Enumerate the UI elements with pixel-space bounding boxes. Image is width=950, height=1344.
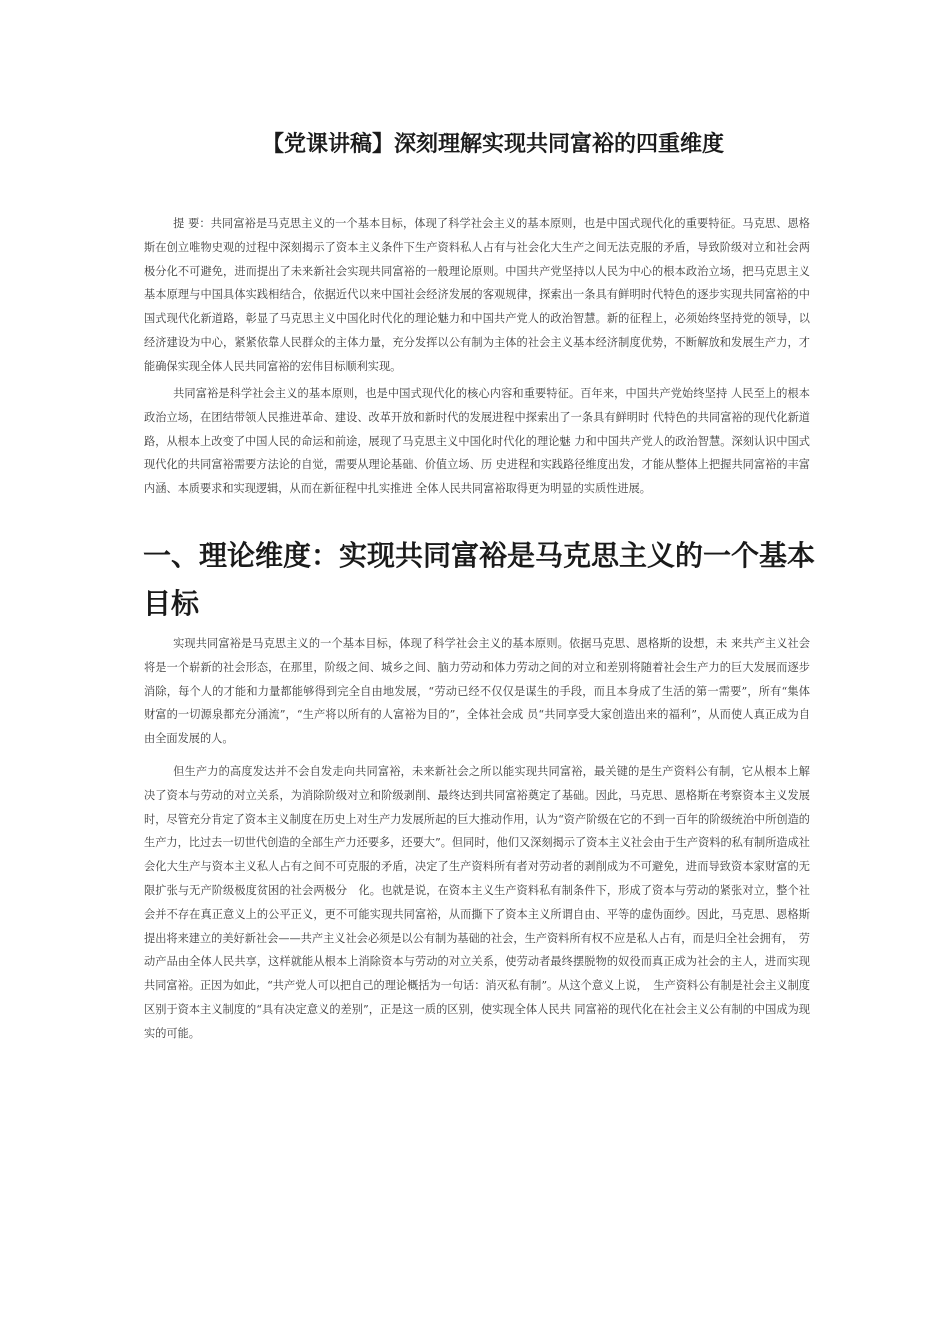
section-paragraph-1: 实现共同富裕是马克思主义的一个基本目标，体现了科学社会主义的基本原则。依据马克思、恩格斯的设想，未 来共产主义社会将是一个崭新的社会形态，在那里，阶级之间、城乡之间、脑力劳动和体力劳动之间的对立和差别将随着社会生产力的巨大发展而逐步消除，每个人的才能和力量都能够得到完全自由地发展，“劳动已经不仅仅是谋生的手段，而且本身成了生活的第一需要”，所有“集体财富的一切源泉都充分涌流”，“生产将以所有的人富裕为目的”，全体社会成 员“共同享受大家创造出来的福利”，从而使人真正成为自由全面发展的人。 — [144, 637, 810, 746]
intro-paragraph: 共同富裕是科学社会主义的基本原则，也是中国式现代化的核心内容和重要特征。百年来，中国共产党始终坚持 人民至上的根本政治立场，在团结带领人民推进革命、建设、改革开放和新时代的发展进程中探索出了一条具有鲜明时 代特色的共同富裕的现代化新道路，从根本上改变了中国人民的命运和前途，展现了马克思主义中国化时代化的理论魅 力和中国共产党人的政治智慧。深刻认识中国式现代化的共同富裕需要方法论的自觉，需要从理论基础、价值立场、历 史进程和实践路径维度出发，才能从整体上把握共同富裕的丰富内涵、本质要求和实现逻辑，从而在新征程中扎实推进 全体人民共同富裕取得更为明显的实质性进展。 — [144, 387, 810, 496]
section-heading: 一、理论维度：实现共同富裕是马克思主义的一个基本目标 — [143, 539, 816, 620]
section-paragraph-2: 但生产力的高度发达并不会自发走向共同富裕，未来新社会之所以能实现共同富裕，最关键的是生产资料公有制，它从根本上解决了资本与劳动的对立关系，为消除阶级对立和阶级剥削、最终达到共同富裕奠定了基础。因此，马克思、恩格斯在考察资本主义发展时，尽管充分肯定了资本主义制度在历史上对生产力发展所起的巨大推动作用，认为“资产阶级在它的不到一百年的阶级统治中所创造的生产力，比过去一切世代创造的全部生产力还要多，还要大”。但同时，他们又深刻揭示了资本主义社会由于生产资料的私有制所造成社会化大生产与资本主义私人占有之间不可克服的矛盾，决定了生产资料所有者对劳动者的剥削成为不可避免，进而导致资本家财富的无限扩张与无产阶级极度贫困的社会两极分 化。也就是说，在资本主义生产资料私有制条件下，形成了资本与劳动的紧张对立，整个社会并不存在真正意义上的公平正义，更不可能实现共同富裕，从而撕下了资本主义所谓自由、平等的虚伪面纱。因此，马克思、恩格斯提出将来建立的美好新社会——共产主义社会必须是以公有制为基础的社会，生产资料所有权不应是私人占有，而是归全社会拥有， 劳动产品由全体人民共享，这样就能从根本上消除资本与劳动的对立关系，使劳动者最终摆脱物的奴役而真正成为社会的主人，进而实现共同富裕。正因为如此，“共产党人可以把自己的理论概括为一句话：消灭私有制”。从这个意义上说， 生产资料公有制是社会主义制度区别于资本主义制度的“具有决定意义的差别”，正是这一质的区别，使实现全体人民共 同富裕的现代化在社会主义公有制的中国成为现实的可能。 — [144, 765, 810, 1040]
document-title: 【党课讲稿】深刻理解实现共同富裕的四重维度 — [261, 132, 724, 157]
abstract-paragraph: 提 要：共同富裕是马克思主义的一个基本目标，体现了科学社会主义的基本原则，也是中国式现代化的重要特征。马克思、恩格斯在创立唯物史观的过程中深刻揭示了资本主义条件下生产资料私人占有与社会化大生产之间无法克服的矛盾，导致阶级对立和社会两极分化不可避免，进而提出了未来新社会实现共同富裕的一般理论原则。中国共产党坚持以人民为中心的根本政治立场，把马克思主义基本原理与中国具体实践相结合，依据近代以来中国社会经济发展的客观规律，探索出一条具有鲜明时代特色的逐步实现共同富裕的中国式现代化新道路，彰显了马克思主义中国化时代化的理论魅力和中国共产党人的政治智慧。新的征程上，必须始终坚持党的领导，以经济建设为中心，紧紧依靠人民群众的主体力量，充分发挥以公有制为主体的社会主义基本经济制度优势，不断解放和发展生产力，才能确保实现全体人民共同富裕的宏伟目标顺利实现。 — [144, 217, 810, 373]
